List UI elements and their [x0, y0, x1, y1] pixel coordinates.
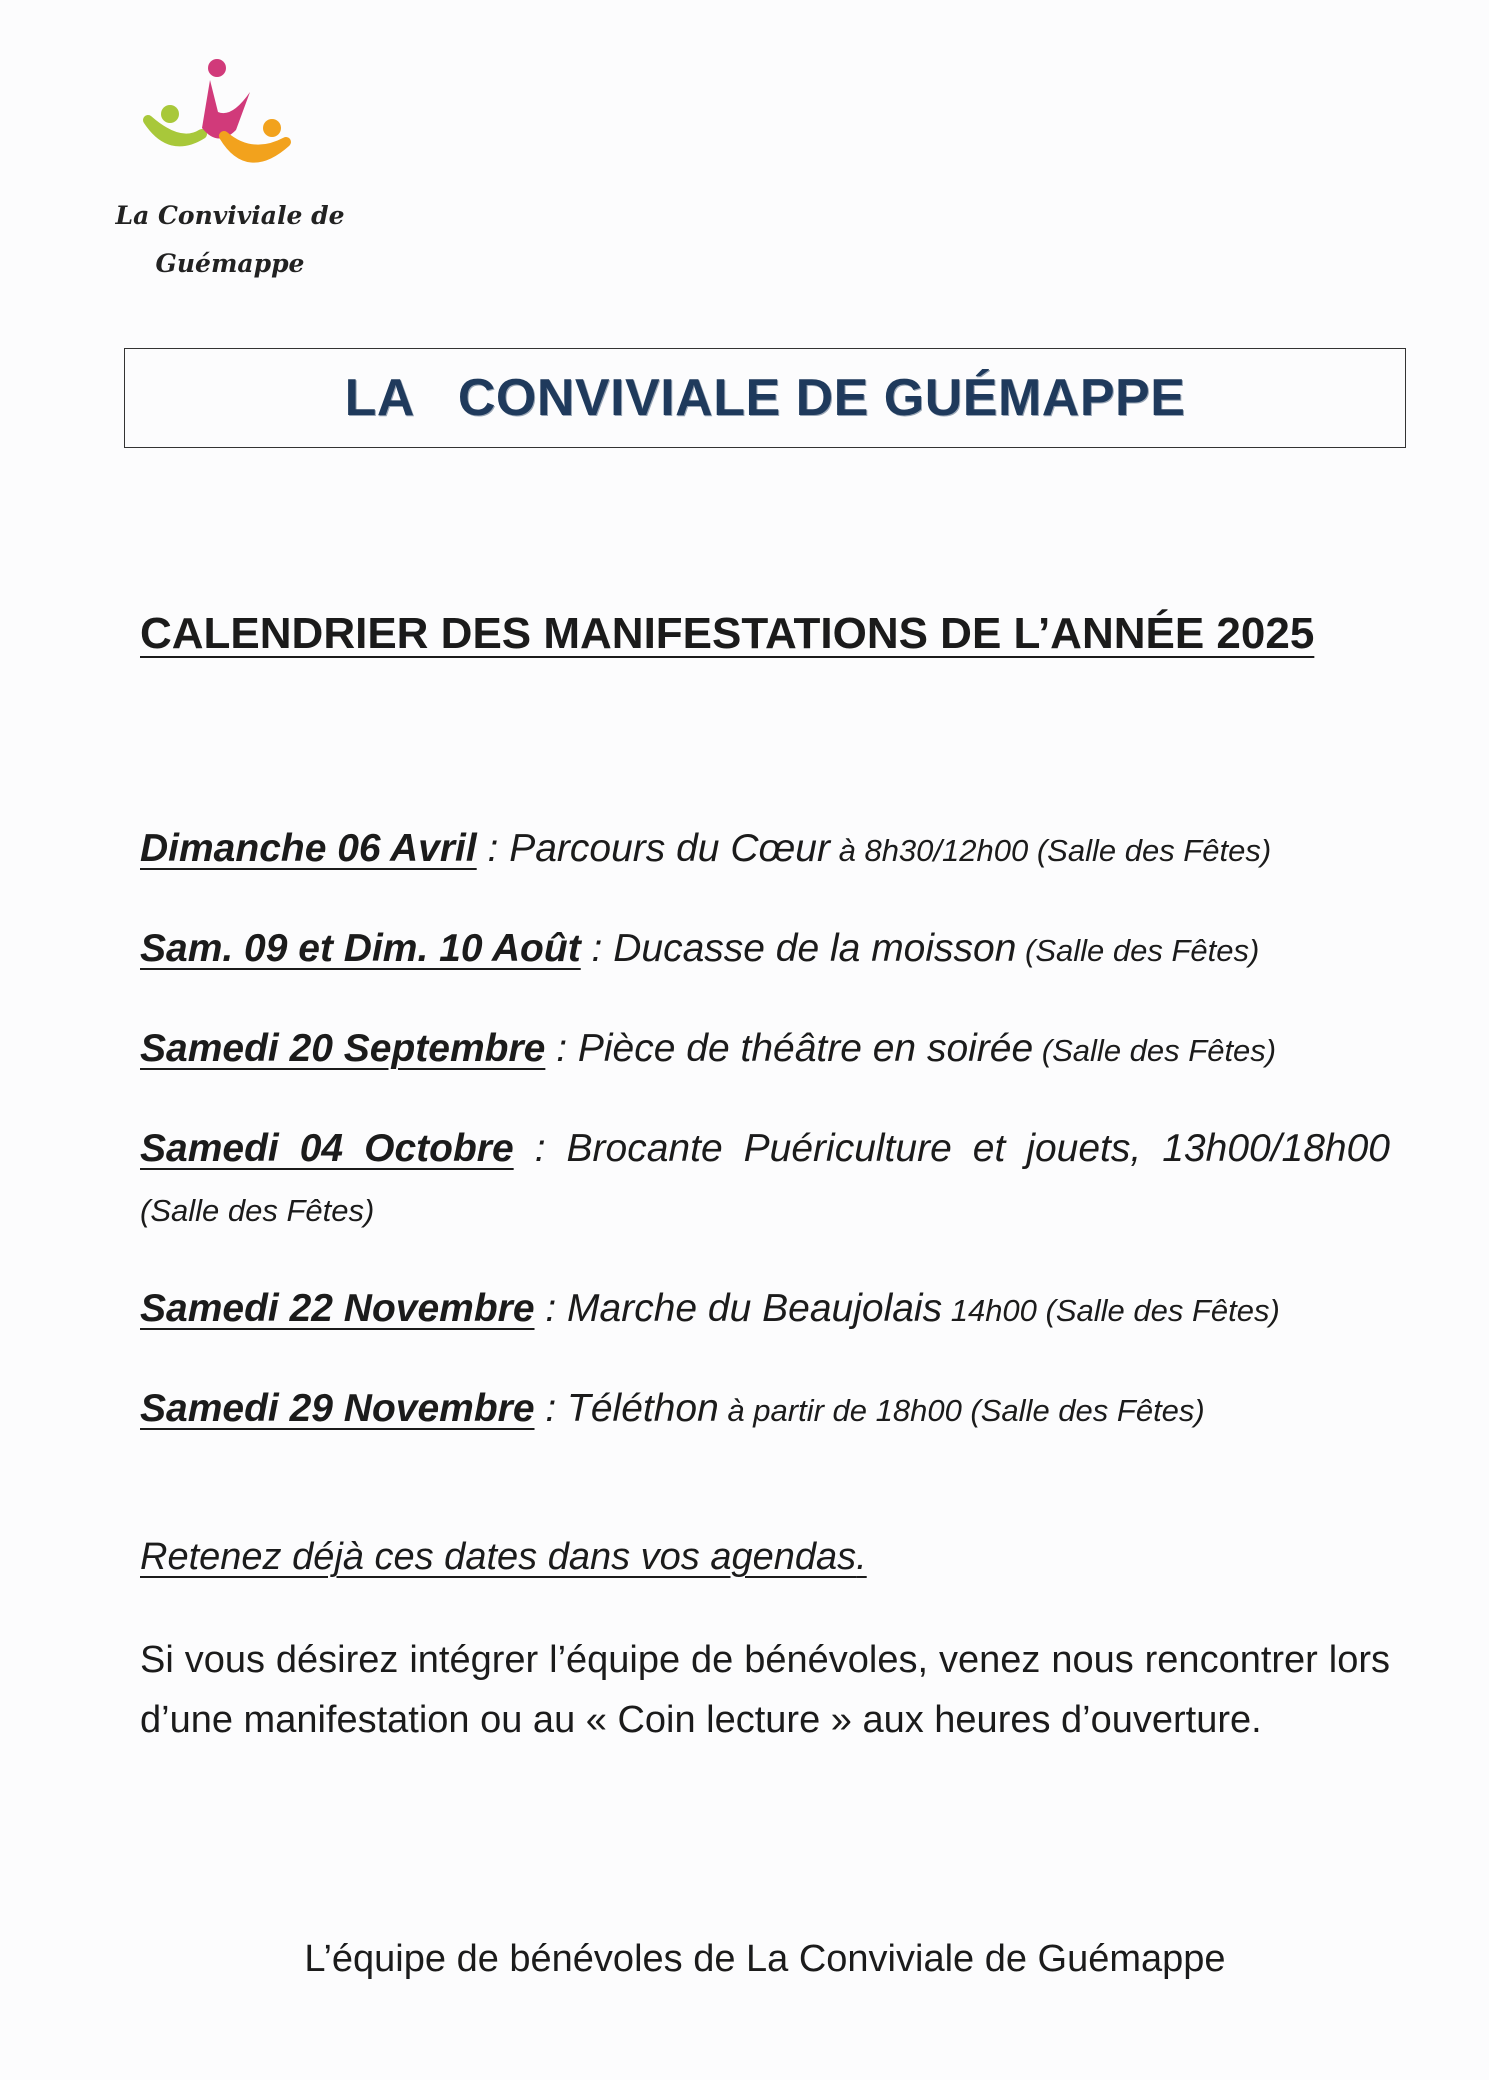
reminder-main: Retenez déjà ces dates dans vos agendas	[140, 1536, 857, 1578]
event-date: Dimanche 06 Avril	[140, 827, 477, 870]
calendar-heading: CALENDRIER DES MANIFESTATIONS DE L’ANNÉE 2025	[140, 609, 1315, 658]
event-name: Brocante Puériculture et jouets, 13h00/18h00	[566, 1127, 1390, 1170]
event-separator: :	[545, 1027, 578, 1070]
event-separator: :	[534, 1387, 568, 1430]
logo-icon	[140, 56, 300, 176]
page-title: LA CONVIVIALE DE GUÉMAPPE	[344, 369, 1186, 427]
event-date: Sam. 09 et Dim. 10 Août	[140, 927, 581, 970]
event-detail: à 8h30/12h00 (Salle des Fêtes)	[829, 833, 1272, 868]
event-separator: :	[513, 1127, 567, 1170]
volunteer-invite: Si vous désirez intégrer l’équipe de bénévoles, venez nous rencontrer lors d’une manifestation ou au « Coin lecture » aux heures d’ouverture.	[140, 1639, 1390, 1741]
logo-pink-figure	[202, 80, 250, 139]
event-date: Samedi 20 Septembre	[140, 1027, 546, 1070]
event-name: Ducasse de la moisson	[613, 927, 1017, 970]
logo-green-head	[161, 105, 179, 123]
event-date: Samedi 22 Novembre	[140, 1287, 535, 1330]
event-separator: :	[534, 1287, 568, 1330]
logo-pink-head	[208, 59, 226, 77]
logo-orange-figure	[224, 136, 286, 158]
event-item	[140, 1380, 1390, 1440]
signature: L’équipe de bénévoles de La Conviviale de Guémappe	[304, 1938, 1226, 1980]
logo-text-line1: La Conviviale de	[115, 201, 345, 230]
reminder-text	[140, 1536, 867, 1579]
event-detail: (Salle des Fêtes)	[1016, 933, 1260, 968]
logo-text	[100, 192, 360, 288]
logo-orange-head	[263, 119, 281, 137]
event-date: Samedi 04 Octobre	[140, 1127, 514, 1170]
event-name: Pièce de théâtre en soirée	[577, 1027, 1034, 1070]
event-item	[140, 1120, 1390, 1240]
logo-green-figure	[148, 120, 202, 141]
title-box	[124, 348, 1406, 448]
event-name: Marche du Beaujolais	[567, 1287, 943, 1330]
events-list	[140, 820, 1390, 1480]
event-detail: (Salle des Fêtes)	[140, 1193, 375, 1228]
event-detail: (Salle des Fêtes)	[1033, 1033, 1277, 1068]
event-item	[140, 920, 1390, 980]
event-separator: :	[580, 927, 614, 970]
event-item	[140, 1020, 1390, 1080]
logo-text-line2: Guémappe	[155, 249, 305, 278]
event-separator: :	[476, 827, 510, 870]
event-item	[140, 1280, 1390, 1340]
reminder-end: .	[856, 1536, 867, 1578]
event-name: Parcours du Cœur	[509, 827, 830, 870]
event-item	[140, 820, 1390, 880]
event-detail: 14h00 (Salle des Fêtes)	[942, 1293, 1280, 1328]
event-name: Téléthon	[567, 1387, 719, 1430]
event-date: Samedi 29 Novembre	[140, 1387, 535, 1430]
event-detail: à partir de 18h00 (Salle des Fêtes)	[718, 1393, 1205, 1428]
